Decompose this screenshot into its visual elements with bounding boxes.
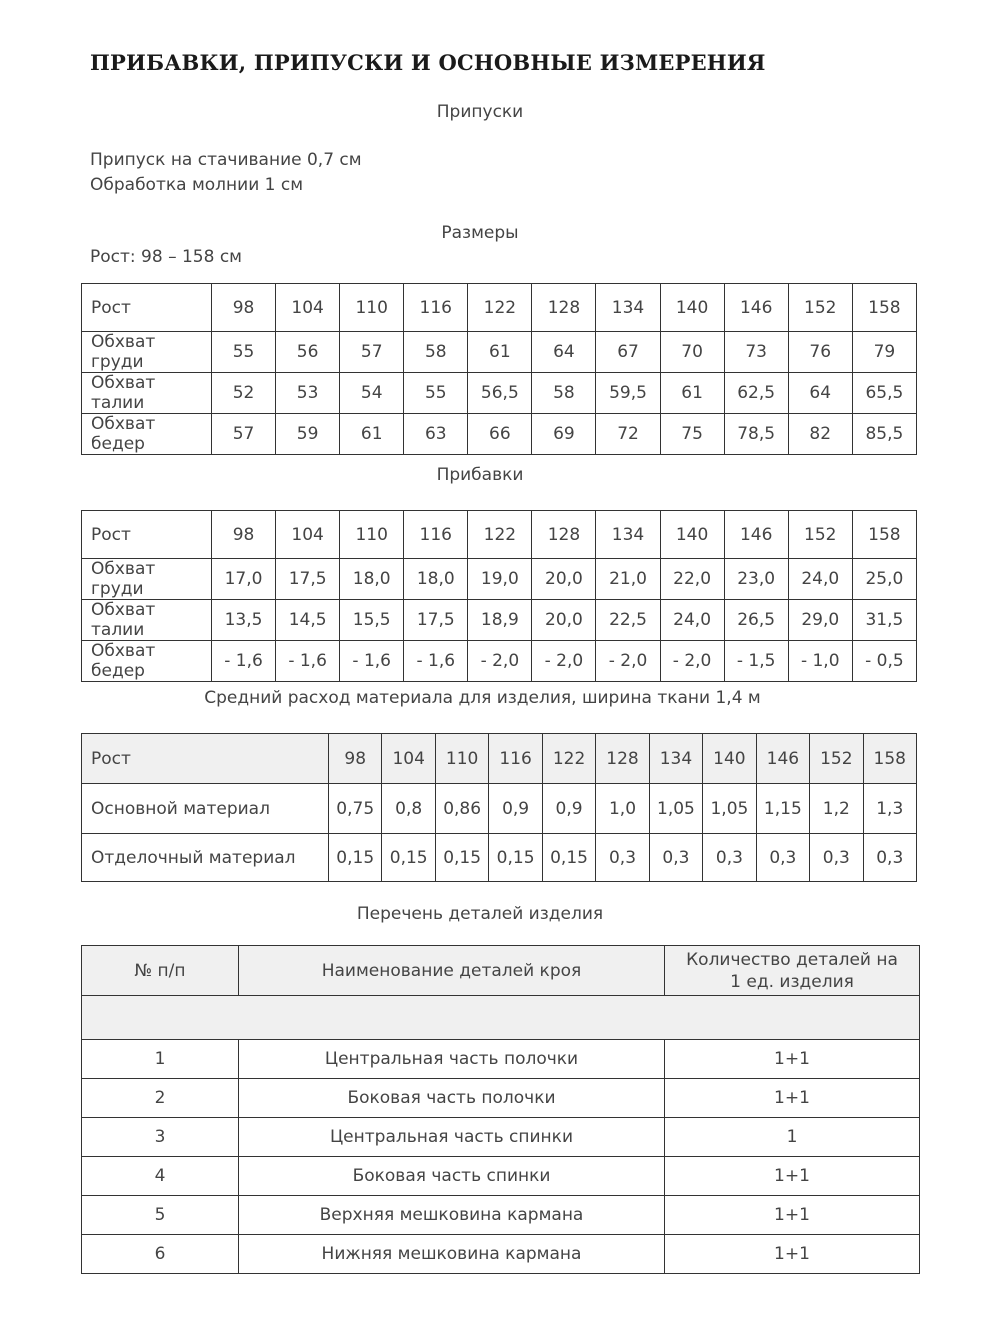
height-column-header: 134 [649,734,702,784]
value-cell: 0,8 [382,784,435,834]
value-cell: 18,0 [340,559,404,600]
value-cell: 54 [340,373,404,414]
table-row [82,1079,920,1118]
height-column-header: 128 [532,284,596,332]
value-cell: 24,0 [660,600,724,641]
value-cell: 21,0 [596,559,660,600]
row-label-cell: Обхват талии [82,373,212,414]
value-cell: 70 [660,332,724,373]
height-column-header: 128 [532,511,596,559]
value-cell: 61 [468,332,532,373]
part-name-cell: Верхняя мешковина кармана [239,1196,665,1235]
value-cell: 22,0 [660,559,724,600]
value-cell: 29,0 [788,600,852,641]
height-column-header: 140 [660,284,724,332]
table-row [82,641,917,682]
height-column-header: 140 [703,734,756,784]
table-header-row [82,284,917,332]
table-header-row [82,511,917,559]
height-column-header: 110 [435,734,488,784]
value-cell: 1,3 [863,784,916,834]
height-column-header: 98 [329,734,382,784]
value-cell: 85,5 [852,414,916,455]
value-cell: 1,0 [596,784,649,834]
height-column-header: 116 [404,284,468,332]
part-qty-cell: 1+1 [665,1040,920,1079]
ease-heading: Прибавки [436,465,524,485]
allowances-heading: Припуски [436,102,524,122]
value-cell: 24,0 [788,559,852,600]
value-cell: 0,3 [649,834,702,882]
value-cell: 56 [276,332,340,373]
value-cell: 62,5 [724,373,788,414]
value-cell: 65,5 [852,373,916,414]
table-row [82,1040,920,1079]
material-table [81,733,917,882]
row-label-cell: Отделочный материал [82,834,329,882]
value-cell: 22,5 [596,600,660,641]
value-cell: - 0,5 [852,641,916,682]
value-cell: 17,5 [276,559,340,600]
value-cell: - 1,6 [404,641,468,682]
column-header: № п/п [82,946,239,996]
empty-row [82,996,920,1040]
row-label-cell: Основной материал [82,784,329,834]
parts-table [81,945,920,1274]
value-cell: 0,3 [810,834,863,882]
empty-cell [82,996,920,1040]
height-column-header: 98 [212,284,276,332]
value-cell: 0,9 [489,784,542,834]
value-cell: 53 [276,373,340,414]
value-cell: - 2,0 [468,641,532,682]
height-column-header: 122 [542,734,595,784]
height-column-header: 158 [863,734,916,784]
value-cell: 14,5 [276,600,340,641]
value-cell: 1,15 [756,784,809,834]
height-column-header: 134 [596,284,660,332]
value-cell: 75 [660,414,724,455]
value-cell: 0,3 [863,834,916,882]
part-qty-cell: 1 [665,1118,920,1157]
table-row [82,1118,920,1157]
value-cell: 63 [404,414,468,455]
height-column-header: 146 [756,734,809,784]
value-cell: 67 [596,332,660,373]
header-label-cell: Рост [82,511,212,559]
table-row [82,1196,920,1235]
value-cell: 78,5 [724,414,788,455]
value-cell: 1,05 [703,784,756,834]
value-cell: 0,3 [756,834,809,882]
value-cell: 64 [532,332,596,373]
value-cell: 61 [660,373,724,414]
value-cell: 13,5 [212,600,276,641]
value-cell: 66 [468,414,532,455]
part-name-cell: Центральная часть полочки [239,1040,665,1079]
table-row [82,414,917,455]
value-cell: 0,15 [435,834,488,882]
height-column-header: 104 [276,284,340,332]
part-num-cell: 1 [82,1040,239,1079]
value-cell: 56,5 [468,373,532,414]
part-name-cell: Нижняя мешковина кармана [239,1235,665,1274]
value-cell: 52 [212,373,276,414]
height-column-header: 122 [468,284,532,332]
value-cell: 61 [340,414,404,455]
row-label-cell: Обхват талии [82,600,212,641]
part-num-cell: 6 [82,1235,239,1274]
value-cell: - 2,0 [596,641,660,682]
value-cell: 20,0 [532,559,596,600]
value-cell: 64 [788,373,852,414]
height-column-header: 128 [596,734,649,784]
header-label-cell: Рост [82,284,212,332]
table-row [82,1235,920,1274]
part-num-cell: 2 [82,1079,239,1118]
part-qty-cell: 1+1 [665,1196,920,1235]
value-cell: 0,15 [542,834,595,882]
height-column-header: 146 [724,511,788,559]
part-num-cell: 4 [82,1157,239,1196]
height-column-header: 158 [852,511,916,559]
value-cell: 0,86 [435,784,488,834]
material-heading: Средний расход материала для изделия, ширина ткани 1,4 м [204,688,761,708]
part-name-cell: Боковая часть полочки [239,1079,665,1118]
value-cell: - 1,6 [276,641,340,682]
value-cell: - 1,6 [340,641,404,682]
seam-allowance-line: Припуск на стачивание 0,7 см [90,150,362,170]
value-cell: 58 [404,332,468,373]
value-cell: 72 [596,414,660,455]
value-cell: 26,5 [724,600,788,641]
ease-table [81,510,917,682]
height-column-header: 152 [810,734,863,784]
value-cell: 0,3 [596,834,649,882]
value-cell: 57 [212,414,276,455]
value-cell: 55 [404,373,468,414]
part-num-cell: 3 [82,1118,239,1157]
table-row [82,600,917,641]
value-cell: 55 [212,332,276,373]
parts-heading: Перечень деталей изделия [356,904,604,924]
sizes-heading: Размеры [441,223,519,243]
value-cell: 0,9 [542,784,595,834]
value-cell: 57 [340,332,404,373]
value-cell: 69 [532,414,596,455]
part-num-cell: 5 [82,1196,239,1235]
value-cell: 0,3 [703,834,756,882]
sizes-table [81,283,917,455]
value-cell: - 2,0 [660,641,724,682]
column-header: Количество деталей на 1 ед. изделия [665,946,920,996]
value-cell: - 1,5 [724,641,788,682]
value-cell: 59 [276,414,340,455]
table-header-row [82,946,920,996]
value-cell: 18,9 [468,600,532,641]
part-name-cell: Боковая часть спинки [239,1157,665,1196]
part-qty-cell: 1+1 [665,1157,920,1196]
height-column-header: 158 [852,284,916,332]
part-qty-cell: 1+1 [665,1079,920,1118]
value-cell: 82 [788,414,852,455]
height-column-header: 104 [276,511,340,559]
value-cell: - 1,0 [788,641,852,682]
value-cell: 73 [724,332,788,373]
value-cell: 76 [788,332,852,373]
value-cell: 1,2 [810,784,863,834]
value-cell: - 1,6 [212,641,276,682]
value-cell: 19,0 [468,559,532,600]
table-row [82,373,917,414]
height-column-header: 122 [468,511,532,559]
part-qty-cell: 1+1 [665,1235,920,1274]
height-range: Рост: 98 – 158 см [90,247,242,267]
table-row [82,834,917,882]
value-cell: 20,0 [532,600,596,641]
value-cell: 0,15 [382,834,435,882]
table-header-row [82,734,917,784]
row-label-cell: Обхват бедер [82,414,212,455]
value-cell: 0,75 [329,784,382,834]
header-label-cell: Рост [82,734,329,784]
height-column-header: 146 [724,284,788,332]
value-cell: 0,15 [329,834,382,882]
zipper-allowance-line: Обработка молнии 1 см [90,175,304,195]
value-cell: - 2,0 [532,641,596,682]
height-column-header: 134 [596,511,660,559]
value-cell: 25,0 [852,559,916,600]
row-label-cell: Обхват груди [82,559,212,600]
value-cell: 0,15 [489,834,542,882]
column-header: Наименование деталей кроя [239,946,665,996]
value-cell: 17,0 [212,559,276,600]
height-column-header: 110 [340,284,404,332]
height-column-header: 116 [489,734,542,784]
table-row [82,1157,920,1196]
height-column-header: 98 [212,511,276,559]
part-name-cell: Центральная часть спинки [239,1118,665,1157]
height-column-header: 110 [340,511,404,559]
height-column-header: 152 [788,511,852,559]
height-column-header: 152 [788,284,852,332]
page-title: ПРИБАВКИ, ПРИПУСКИ И ОСНОВНЫЕ ИЗМЕРЕНИЯ [90,50,766,75]
value-cell: 59,5 [596,373,660,414]
value-cell: 58 [532,373,596,414]
table-row [82,559,917,600]
table-row [82,332,917,373]
height-column-header: 140 [660,511,724,559]
height-column-header: 116 [404,511,468,559]
value-cell: 79 [852,332,916,373]
height-column-header: 104 [382,734,435,784]
row-label-cell: Обхват груди [82,332,212,373]
row-label-cell: Обхват бедер [82,641,212,682]
value-cell: 1,05 [649,784,702,834]
value-cell: 31,5 [852,600,916,641]
value-cell: 17,5 [404,600,468,641]
table-row [82,784,917,834]
value-cell: 23,0 [724,559,788,600]
value-cell: 18,0 [404,559,468,600]
value-cell: 15,5 [340,600,404,641]
